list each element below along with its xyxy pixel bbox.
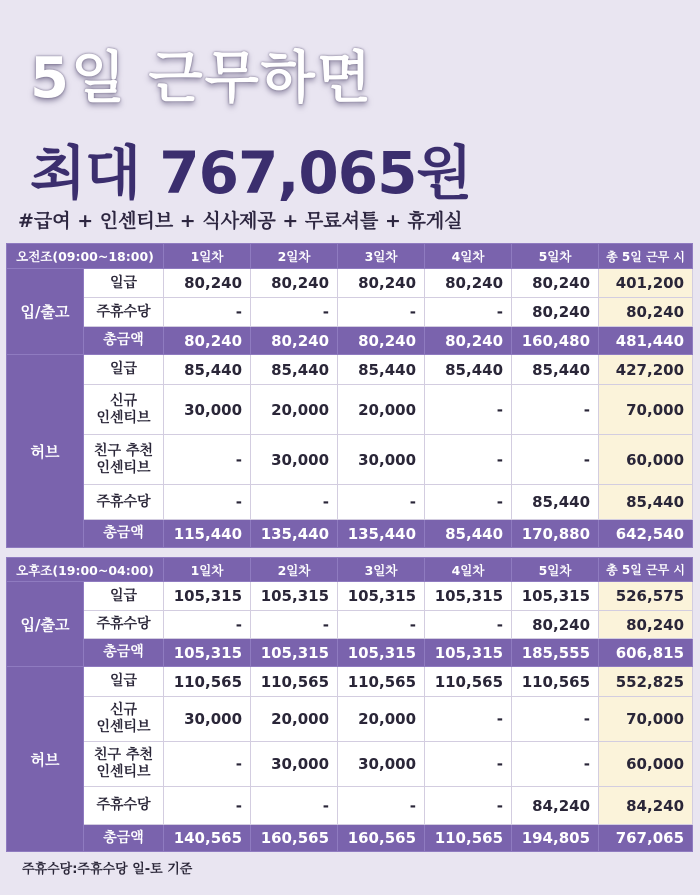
- day-header: 1일차: [164, 244, 251, 269]
- row-label: 총금액: [84, 327, 164, 355]
- cell-value: 105,315: [164, 639, 251, 667]
- row-total: 70,000: [599, 385, 693, 435]
- cell-value: -: [338, 611, 425, 639]
- cell-value: 85,440: [251, 355, 338, 385]
- cell-value: 110,565: [425, 667, 512, 697]
- day-header: 2일차: [251, 244, 338, 269]
- cell-value: -: [512, 435, 599, 485]
- cell-value: -: [425, 742, 512, 787]
- group-label: 허브: [7, 355, 84, 548]
- cell-value: 80,240: [338, 327, 425, 355]
- cell-value: 84,240: [512, 787, 599, 825]
- cell-value: 135,440: [338, 520, 425, 548]
- table-row: [7, 787, 693, 825]
- cell-value: 110,565: [425, 825, 512, 852]
- night-shift-table: [6, 557, 693, 852]
- cell-value: 85,440: [425, 355, 512, 385]
- row-total: 481,440: [599, 327, 693, 355]
- cell-value: -: [425, 485, 512, 520]
- table-row: [7, 742, 693, 787]
- cell-value: -: [425, 435, 512, 485]
- row-total: 80,240: [599, 298, 693, 327]
- table-row: [7, 697, 693, 742]
- cell-value: 105,315: [164, 582, 251, 611]
- cell-value: -: [251, 485, 338, 520]
- cell-value: -: [512, 697, 599, 742]
- cell-value: 20,000: [251, 697, 338, 742]
- row-total: 70,000: [599, 697, 693, 742]
- row-label-line: 인센티브: [96, 719, 151, 735]
- cell-value: -: [425, 611, 512, 639]
- cell-value: 110,565: [512, 667, 599, 697]
- cell-value: 80,240: [425, 269, 512, 298]
- cell-value: -: [164, 611, 251, 639]
- cell-value: -: [425, 298, 512, 327]
- cell-value: 85,440: [164, 355, 251, 385]
- row-label: [84, 385, 164, 435]
- cell-value: 30,000: [251, 435, 338, 485]
- row-label: 총금액: [84, 825, 164, 852]
- day-header: 3일차: [338, 244, 425, 269]
- cell-value: 85,440: [512, 355, 599, 385]
- cell-value: 105,315: [425, 582, 512, 611]
- day-header: 3일차: [338, 558, 425, 582]
- cell-value: -: [164, 787, 251, 825]
- cell-value: -: [338, 787, 425, 825]
- cell-value: 30,000: [164, 385, 251, 435]
- cell-value: 105,315: [338, 639, 425, 667]
- group-label: 허브: [7, 667, 84, 852]
- cell-value: 80,240: [512, 611, 599, 639]
- table-row: [7, 485, 693, 520]
- row-label: 일급: [84, 355, 164, 385]
- cell-value: 30,000: [251, 742, 338, 787]
- cell-value: 85,440: [425, 520, 512, 548]
- cell-value: 80,240: [164, 269, 251, 298]
- day-header: 2일차: [251, 558, 338, 582]
- day-header: 5일차: [512, 244, 599, 269]
- sum-row: [7, 825, 693, 852]
- table-row: [7, 667, 693, 697]
- cell-value: 160,565: [338, 825, 425, 852]
- row-label: 주휴수당: [84, 298, 164, 327]
- row-label: 총금액: [84, 639, 164, 667]
- cell-value: 30,000: [164, 697, 251, 742]
- group-label: 입/출고: [7, 582, 84, 667]
- cell-value: -: [164, 742, 251, 787]
- row-label-line: 신규: [109, 392, 138, 409]
- table-row: [7, 385, 693, 435]
- cell-value: -: [512, 385, 599, 435]
- row-total: 401,200: [599, 269, 693, 298]
- row-label-line: 인센티브: [96, 459, 151, 476]
- table-row: [7, 298, 693, 327]
- cell-value: -: [425, 697, 512, 742]
- cell-value: 80,240: [512, 269, 599, 298]
- cell-value: -: [251, 787, 338, 825]
- day-shift-table: [6, 243, 693, 548]
- cell-value: 135,440: [251, 520, 338, 548]
- row-label-line: 인센티브: [96, 409, 151, 426]
- row-label: 주휴수당: [84, 611, 164, 639]
- row-label-line: 신규: [109, 702, 138, 718]
- day-header: 4일차: [425, 558, 512, 582]
- total-header: 총 5일 근무 시: [599, 244, 693, 269]
- row-label-line: 친구 추천: [94, 442, 153, 459]
- cell-value: -: [425, 385, 512, 435]
- day-header: 5일차: [512, 558, 599, 582]
- row-total: 767,065: [599, 825, 693, 852]
- cell-value: 160,480: [512, 327, 599, 355]
- cell-value: 80,240: [251, 327, 338, 355]
- row-label: [84, 742, 164, 787]
- cell-value: 185,555: [512, 639, 599, 667]
- row-label: 총금액: [84, 520, 164, 548]
- row-total: 84,240: [599, 787, 693, 825]
- cell-value: 105,315: [251, 639, 338, 667]
- row-label: 주휴수당: [84, 787, 164, 825]
- row-label: [84, 435, 164, 485]
- cell-value: -: [251, 298, 338, 327]
- row-label: 일급: [84, 269, 164, 298]
- sum-row: [7, 639, 693, 667]
- table-row: [7, 355, 693, 385]
- row-total: 80,240: [599, 611, 693, 639]
- shift-title: 오후조(19:00~04:00): [7, 558, 164, 582]
- row-total: 606,815: [599, 639, 693, 667]
- row-label-line: 인센티브: [96, 764, 151, 780]
- shift-title: 오전조(09:00~18:00): [7, 244, 164, 269]
- table-row: [7, 435, 693, 485]
- row-total: 642,540: [599, 520, 693, 548]
- cell-value: 85,440: [338, 355, 425, 385]
- row-label: 일급: [84, 582, 164, 611]
- row-total: 60,000: [599, 435, 693, 485]
- headline-amount: 최대 767,065원: [30, 139, 472, 207]
- cell-value: -: [338, 485, 425, 520]
- row-label-line: 친구 추천: [94, 747, 153, 763]
- table-header-row: [7, 558, 693, 582]
- group-label: 입/출고: [7, 269, 84, 355]
- cell-value: 80,240: [512, 298, 599, 327]
- cell-value: 20,000: [251, 385, 338, 435]
- cell-value: -: [512, 742, 599, 787]
- cell-value: 80,240: [164, 327, 251, 355]
- row-total: 427,200: [599, 355, 693, 385]
- cell-value: 30,000: [338, 435, 425, 485]
- cell-value: 105,315: [338, 582, 425, 611]
- cell-value: 80,240: [425, 327, 512, 355]
- table-header-row: [7, 244, 693, 269]
- table-row: [7, 269, 693, 298]
- cell-value: 110,565: [164, 667, 251, 697]
- row-total: 526,575: [599, 582, 693, 611]
- cell-value: 20,000: [338, 697, 425, 742]
- cell-value: 194,805: [512, 825, 599, 852]
- table-row: [7, 611, 693, 639]
- day-header: 4일차: [425, 244, 512, 269]
- cell-value: 110,565: [338, 667, 425, 697]
- row-label: 주휴수당: [84, 485, 164, 520]
- row-total: 85,440: [599, 485, 693, 520]
- cell-value: -: [164, 435, 251, 485]
- cell-value: 140,565: [164, 825, 251, 852]
- cell-value: 110,565: [251, 667, 338, 697]
- cell-value: -: [425, 787, 512, 825]
- cell-value: 80,240: [251, 269, 338, 298]
- table-row: [7, 582, 693, 611]
- day-header: 1일차: [164, 558, 251, 582]
- cell-value: 105,315: [425, 639, 512, 667]
- cell-value: -: [251, 611, 338, 639]
- footer-note: 주휴수당:주휴수당 일-토 기준: [22, 862, 193, 877]
- cell-value: -: [164, 298, 251, 327]
- headline-title: 5일 근무하면: [30, 46, 373, 111]
- cell-value: 115,440: [164, 520, 251, 548]
- row-label: 일급: [84, 667, 164, 697]
- cell-value: 85,440: [512, 485, 599, 520]
- benefit-hashtags: #급여 + 인센티브 + 식사제공 + 무료셔틀 + 휴게실: [18, 210, 463, 232]
- cell-value: -: [338, 298, 425, 327]
- row-total: 60,000: [599, 742, 693, 787]
- cell-value: 30,000: [338, 742, 425, 787]
- cell-value: -: [164, 485, 251, 520]
- sum-row: [7, 520, 693, 548]
- cell-value: 170,880: [512, 520, 599, 548]
- row-label: [84, 697, 164, 742]
- sum-row: [7, 327, 693, 355]
- row-total: 552,825: [599, 667, 693, 697]
- cell-value: 105,315: [251, 582, 338, 611]
- cell-value: 20,000: [338, 385, 425, 435]
- total-header: 총 5일 근무 시: [599, 558, 693, 582]
- cell-value: 80,240: [338, 269, 425, 298]
- cell-value: 160,565: [251, 825, 338, 852]
- cell-value: 105,315: [512, 582, 599, 611]
